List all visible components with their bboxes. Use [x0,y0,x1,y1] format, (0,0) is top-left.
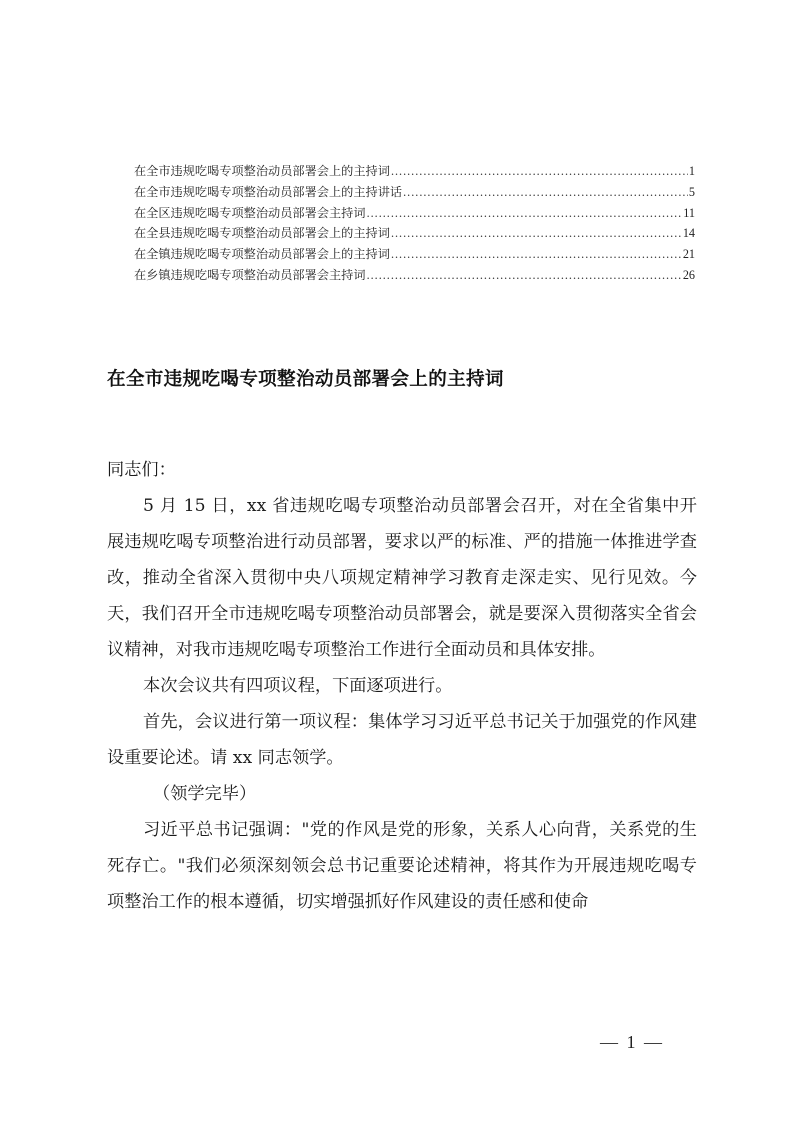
toc-entry-page: 14 [682,226,695,241]
toc-entry[interactable] [134,223,695,244]
toc-dot-leader [391,244,682,265]
paragraph: 5 月 15 日，xx 省违规吃喝专项整治动员部署会召开，对在全省集中开展违规吃喝专项整治进行动员部署，要求以严的标准、严的措施一体推进学查改，推动全省深入贯彻中央八项规定精神学习教育走深走实、见行见效。今天，我们召开全市违规吃喝专项整治动员部署会，就是要深入贯彻落实全省会议精神，对我市违规吃喝专项整治工作进行全面动员和具体安排。 [107,496,697,660]
toc-entry[interactable] [134,203,695,224]
page-number: — 1 — [600,1032,664,1052]
toc-dot-leader [391,223,682,244]
toc-entry-page: 26 [682,267,695,282]
toc-dot-leader [391,161,688,182]
document-body [107,452,697,920]
toc-entry-title: 在全县违规吃喝专项整治动员部署会上的主持词 [134,226,390,241]
salutation: 同志们： [107,460,176,480]
toc-entry-title: 在全市违规吃喝专项整治动员部署会上的主持词 [134,164,390,178]
paragraph: 首先，会议进行第一项议程：集体学习习近平总书记关于加强党的作风建设重要论述。请 xx 同志领学。 [107,712,697,768]
toc-entry-page: 1 [688,164,695,178]
toc-entry-title: 在全区违规吃喝专项整治动员部署会主持词 [134,205,366,220]
toc-dot-leader [367,265,682,286]
toc-entry[interactable] [134,182,695,203]
toc-entry-page: 21 [682,247,695,262]
toc-dot-leader [403,182,688,203]
toc-entry-page: 5 [688,184,695,199]
toc-entry[interactable] [134,161,695,182]
toc-entry[interactable] [134,244,695,265]
paragraph: 习近平总书记强调："党的作风是党的形象，关系人心向背，关系党的生死存亡。"我们必须深刻领会总书记重要论述精神，将其作为开展违规吃喝专项整治工作的根本遵循，切实增强抓好作风建设的责任感和使命 [107,820,697,912]
toc-entry[interactable] [134,265,695,286]
toc-entry-title: 在乡镇违规吃喝专项整治动员部署会主持词 [134,267,366,282]
toc-entry-title: 在全镇违规吃喝专项整治动员部署会上的主持词 [134,247,390,262]
toc-entry-title: 在全市违规吃喝专项整治动员部署会上的主持讲话 [134,184,403,199]
toc-dot-leader [367,203,683,224]
toc-entry-page: 11 [683,205,695,220]
stage-direction: （领学完毕） [153,784,257,804]
document-title: 在全市违规吃喝专项整治动员部署会上的主持词 [107,369,504,391]
paragraph: 本次会议共有四项议程，下面逐项进行。 [143,676,453,696]
table-of-contents [134,161,695,286]
